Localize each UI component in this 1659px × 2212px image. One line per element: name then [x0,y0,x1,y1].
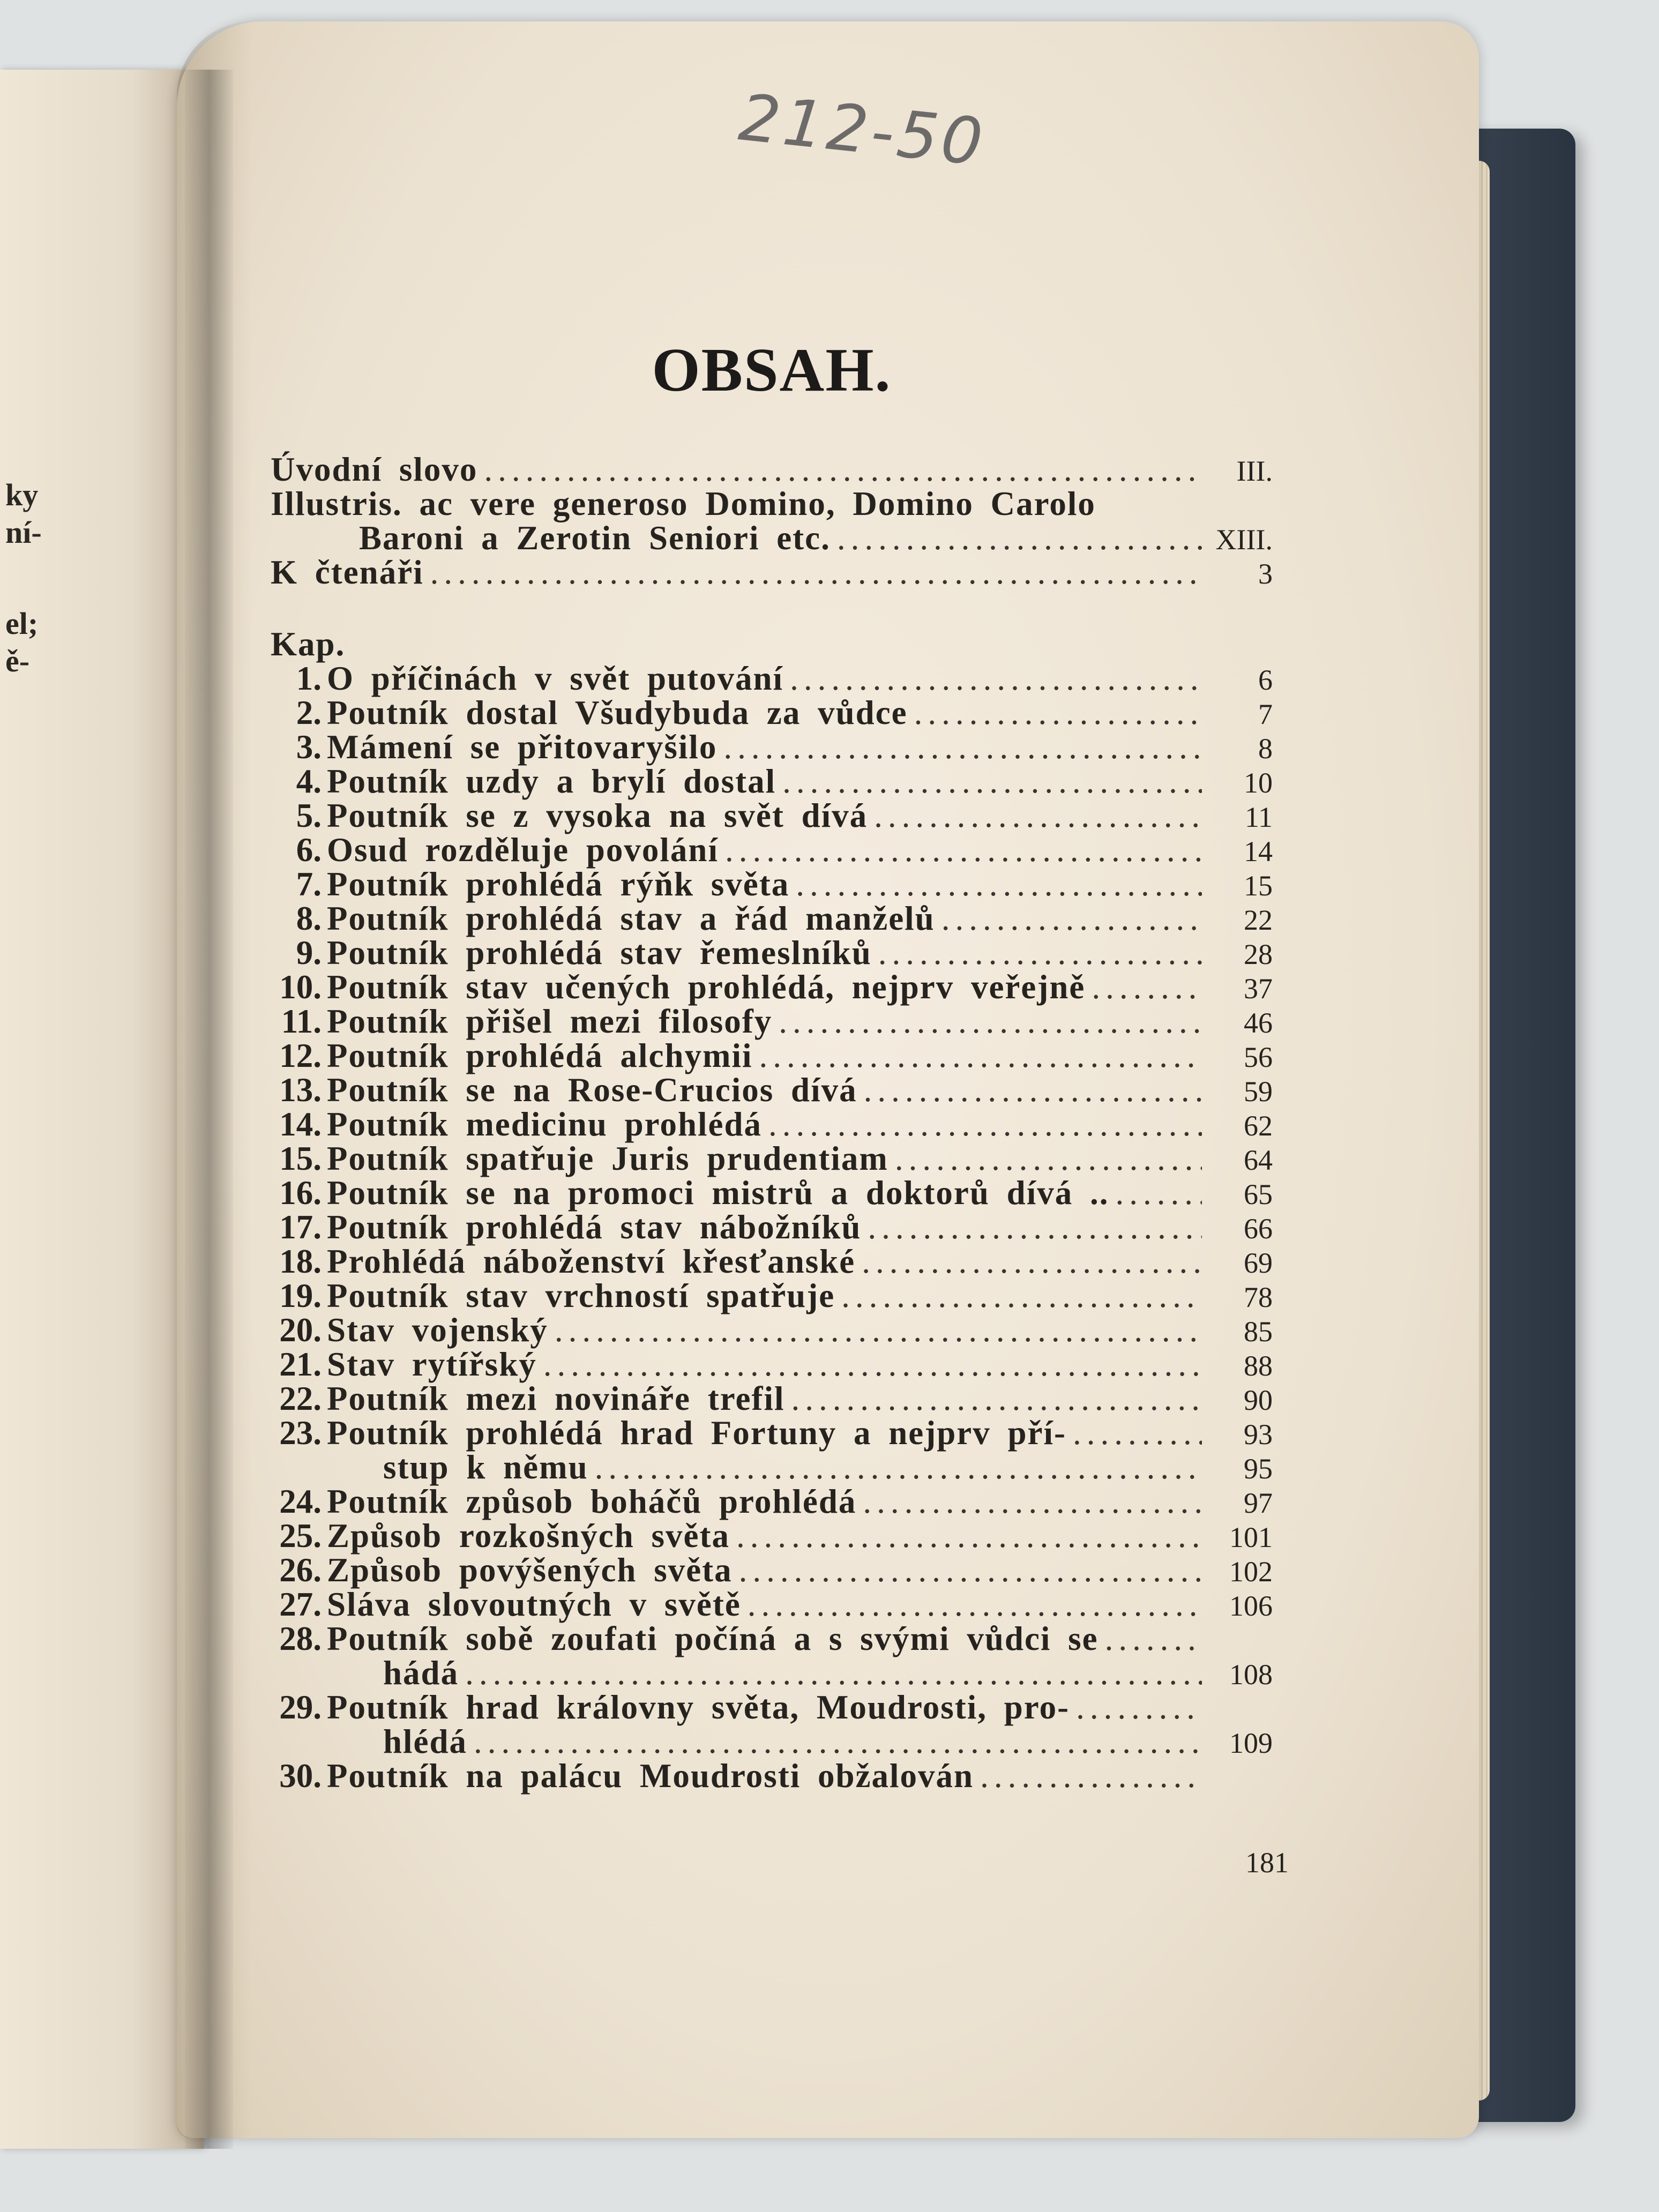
chapter-number: 3. [296,728,322,766]
chapter-title: Poutník se na Rose-Crucios dívá [327,1071,857,1109]
toc-chapter-row [271,1759,1273,1793]
chapter-title-continuation: stup k němu [383,1448,588,1486]
dot-leader [474,1725,1202,1759]
chapter-page: 46 [1244,1007,1273,1039]
chapter-number: 30. [279,1757,322,1795]
toc-chapter-row [271,1382,1273,1416]
chapter-page: 28 [1244,938,1273,970]
toc-chapter-row [271,1073,1273,1108]
left-page-fragment: ě- [5,644,30,678]
chapter-page: 101 [1229,1521,1273,1553]
chapter-number: 21. [279,1346,322,1383]
chapter-title: Osud rozděluje povolání [327,831,719,869]
dot-leader [841,1279,1202,1313]
toc-entry [271,521,1273,556]
toc-chapter-row [271,1210,1273,1245]
toc-entry-page: III. [1236,455,1273,487]
toc-chapter-row [271,1005,1273,1039]
chapter-number: 14. [279,1105,322,1143]
toc-chapter-row [271,1553,1273,1588]
toc-chapter-row [271,1416,1273,1451]
chapter-page: 90 [1244,1384,1273,1416]
chapter-number: 25. [279,1517,322,1555]
toc-entry-page: 3 [1258,558,1273,590]
chapter-title: Poutník spatřuje Juris prudentiam [327,1140,888,1177]
chapter-title: Poutník prohlédá stav a řád manželů [327,900,935,937]
chapter-title: Poutník stav učených prohlédá, nejprv veřejně [327,968,1086,1006]
dot-leader [796,868,1202,901]
left-page-fragment: ní- [5,515,42,550]
chapter-number: 4. [296,763,322,800]
chapter-number: 6. [296,831,322,869]
toc-chapter-row [271,1142,1273,1176]
dot-leader [863,1485,1202,1519]
toc-chapter-row [271,1176,1273,1210]
toc-chapter-row [271,1688,1273,1726]
toc-chapter-row [271,1245,1273,1279]
chapter-title: Poutník se na promoci mistrů a doktorů dívá .. [327,1174,1109,1212]
toc-chapter-row [271,799,1273,833]
chapter-number: 28. [279,1620,322,1657]
dot-leader [1105,1622,1202,1656]
chapter-title: Poutník prohlédá stav nábožníků [327,1208,862,1246]
chapter-page: 97 [1244,1487,1273,1519]
chapter-title: Poutník prohlédá alchymii [327,1037,753,1074]
dot-leader [868,1210,1202,1244]
toc-chapter-row [271,833,1273,868]
chapter-page: 66 [1244,1213,1273,1245]
dot-leader [430,556,1202,589]
chapter-title: Sláva slovoutných v světě [327,1586,741,1623]
dot-leader [895,1142,1202,1176]
chapter-list [271,662,1273,1793]
dot-leader [736,1519,1202,1553]
toc-chapter-row [271,662,1273,696]
chapter-page: 108 [1229,1658,1273,1691]
chapter-title: Poutník na palácu Moudrosti obžalován [327,1757,974,1795]
toc-entry-text: Baroni a Zerotin Seniori etc. [359,519,831,557]
dot-leader [725,833,1202,867]
dot-leader [759,1039,1202,1073]
chapter-number: 5. [296,797,322,834]
dot-leader [465,1656,1202,1690]
dot-leader [862,1245,1202,1279]
toc-entry-page: XIII. [1215,524,1273,556]
dot-leader [595,1451,1202,1484]
chapter-number: 29. [279,1688,322,1726]
toc-chapter-row [271,902,1273,936]
dot-leader [748,1588,1202,1621]
dot-leader [484,453,1202,487]
toc-chapter-row [271,1279,1273,1313]
dot-leader [878,936,1202,970]
toc-chapter-row [271,1105,1273,1143]
chapter-number: 18. [279,1243,322,1280]
chapter-page: 6 [1258,664,1273,696]
chapter-title-continuation: hlédá [383,1723,468,1760]
toc-chapter-row [271,1313,1273,1348]
chapter-page: 7 [1258,698,1273,730]
toc-entry-text: K čtenáři [271,554,424,591]
left-page-fragment: el; [5,606,39,641]
toc-chapter-continuation [271,1656,1273,1691]
chapter-number: 13. [279,1071,322,1109]
stray-page-number: 181 [1245,1847,1289,1879]
chapter-page: 93 [1244,1418,1273,1451]
chapter-number: 9. [296,934,322,972]
chapter-number: 16. [279,1174,322,1212]
chapter-number: 19. [279,1277,322,1314]
chapter-title: Poutník medicinu prohlédá [327,1105,763,1143]
chapter-number: 12. [279,1037,322,1074]
chapter-title: Stav vojenský [327,1311,548,1349]
dot-leader [555,1313,1202,1347]
chapter-heading-text: Kap. [271,625,346,663]
chapter-title: Poutník mezi novináře trefil [327,1380,785,1417]
dot-leader [782,765,1202,798]
dot-leader [779,1005,1202,1038]
chapter-page: 64 [1244,1144,1273,1176]
toc-chapter-row [271,1348,1273,1382]
chapter-title: Poutník se z vysoka na svět dívá [327,797,868,834]
chapter-title: Způsob rozkošných světa [327,1517,730,1555]
chapter-title: Poutník uzdy a brylí dostal [327,763,776,800]
dot-leader [768,1108,1202,1141]
chapter-number: 1. [296,660,322,697]
chapter-page: 62 [1244,1110,1273,1142]
toc-chapter-row [271,970,1273,1005]
chapter-number: 24. [279,1483,322,1520]
toc-chapter-row [271,1588,1273,1622]
chapter-page: 85 [1244,1316,1273,1348]
dot-leader [543,1348,1202,1381]
chapter-page: 109 [1229,1727,1273,1759]
dot-leader [1092,970,1202,1004]
left-page-fragment: ky [5,477,39,512]
toc-chapter-row [271,1622,1273,1656]
chapter-number: 17. [279,1208,322,1246]
toc-chapter-row [271,730,1273,765]
chapter-page: 8 [1258,733,1273,765]
chapter-number: 15. [279,1140,322,1177]
chapter-number: 27. [279,1586,322,1623]
chapter-heading [271,627,1273,662]
toc-chapter-row [271,696,1273,730]
toc-entry-text: Illustris. ac vere generoso Domino, Domino Carolo [271,485,1096,522]
toc-chapter-continuation [271,1448,1273,1486]
toc-chapter-row [271,865,1273,903]
toc-chapter-row [271,936,1273,970]
toc-entry [271,487,1273,521]
chapter-number: 20. [279,1311,322,1349]
chapter-number: 2. [296,694,322,731]
handwritten-note: 212-50 [735,80,989,181]
chapter-page: 15 [1244,870,1273,902]
chapter-number: 22. [279,1380,322,1417]
chapter-page: 56 [1244,1041,1273,1073]
chapter-number: 8. [296,900,322,937]
chapter-title: Poutník hrad královny světa, Moudrosti, pro- [327,1688,1070,1726]
chapter-page: 11 [1245,801,1273,833]
dot-leader [874,799,1202,833]
chapter-title: Poutník prohlédá hrad Fortuny a nejprv pří- [327,1414,1066,1452]
dot-leader [1115,1176,1202,1210]
toc-chapter-continuation [271,1725,1273,1759]
toc-entry [271,453,1273,487]
chapter-title: Poutník prohlédá rýňk světa [327,865,790,903]
toc-entry-text: Úvodní slovo [271,451,478,488]
chapter-page: 37 [1244,973,1273,1005]
dot-leader [1073,1416,1202,1450]
chapter-number: 10. [279,968,322,1006]
page-title: OBSAH. [652,336,892,405]
chapter-title: Poutník stav vrchností spatřuje [327,1277,835,1314]
chapter-page: 88 [1244,1350,1273,1382]
chapter-title: Poutník dostal Všudybuda za vůdce [327,694,908,731]
chapter-title: Poutník prohlédá stav řemeslníků [327,934,872,972]
chapter-page: 59 [1244,1075,1273,1108]
chapter-title: Poutník sobě zoufati počíná a s svými vůdci se [327,1620,1098,1657]
toc-chapter-row [271,1039,1273,1073]
chapter-title: Prohlédá náboženství křesťanské [327,1243,856,1280]
chapter-page: 95 [1244,1453,1273,1485]
chapter-title-continuation: hádá [383,1654,459,1692]
chapter-page: 22 [1244,904,1273,936]
chapter-page: 78 [1244,1281,1273,1313]
dot-leader [723,730,1202,764]
toc-entry [271,556,1273,590]
dot-leader [941,902,1202,936]
chapter-page: 65 [1244,1178,1273,1210]
chapter-number: 23. [279,1414,322,1452]
chapter-title: Způsob povýšených světa [327,1551,733,1589]
chapter-title: O příčinách v svět putování [327,660,784,697]
dot-leader [791,1382,1202,1416]
chapter-number: 26. [279,1551,322,1589]
chapter-number: 11. [281,1003,322,1040]
toc-chapter-row [271,1485,1273,1519]
chapter-number: 7. [296,865,322,903]
chapter-page: 102 [1229,1556,1273,1588]
table-of-contents [271,453,1273,1793]
dot-leader [980,1759,1202,1793]
chapter-page: 106 [1229,1590,1273,1622]
dot-leader [739,1553,1202,1587]
chapter-title: Poutník způsob boháčů prohlédá [327,1483,857,1520]
dot-leader [864,1073,1202,1107]
dot-leader [1076,1691,1202,1724]
chapter-title: Mámení se přitovaryšilo [327,728,718,766]
dot-leader [914,696,1202,730]
toc-chapter-row [271,1519,1273,1553]
chapter-title: Stav rytířský [327,1346,537,1383]
chapter-page: 14 [1244,835,1273,868]
chapter-page: 69 [1244,1247,1273,1279]
toc-chapter-row [271,765,1273,799]
chapter-page: 10 [1244,767,1273,799]
dot-leader [837,521,1202,555]
chapter-title: Poutník přišel mezi filosofy [327,1003,773,1040]
dot-leader [790,662,1202,696]
